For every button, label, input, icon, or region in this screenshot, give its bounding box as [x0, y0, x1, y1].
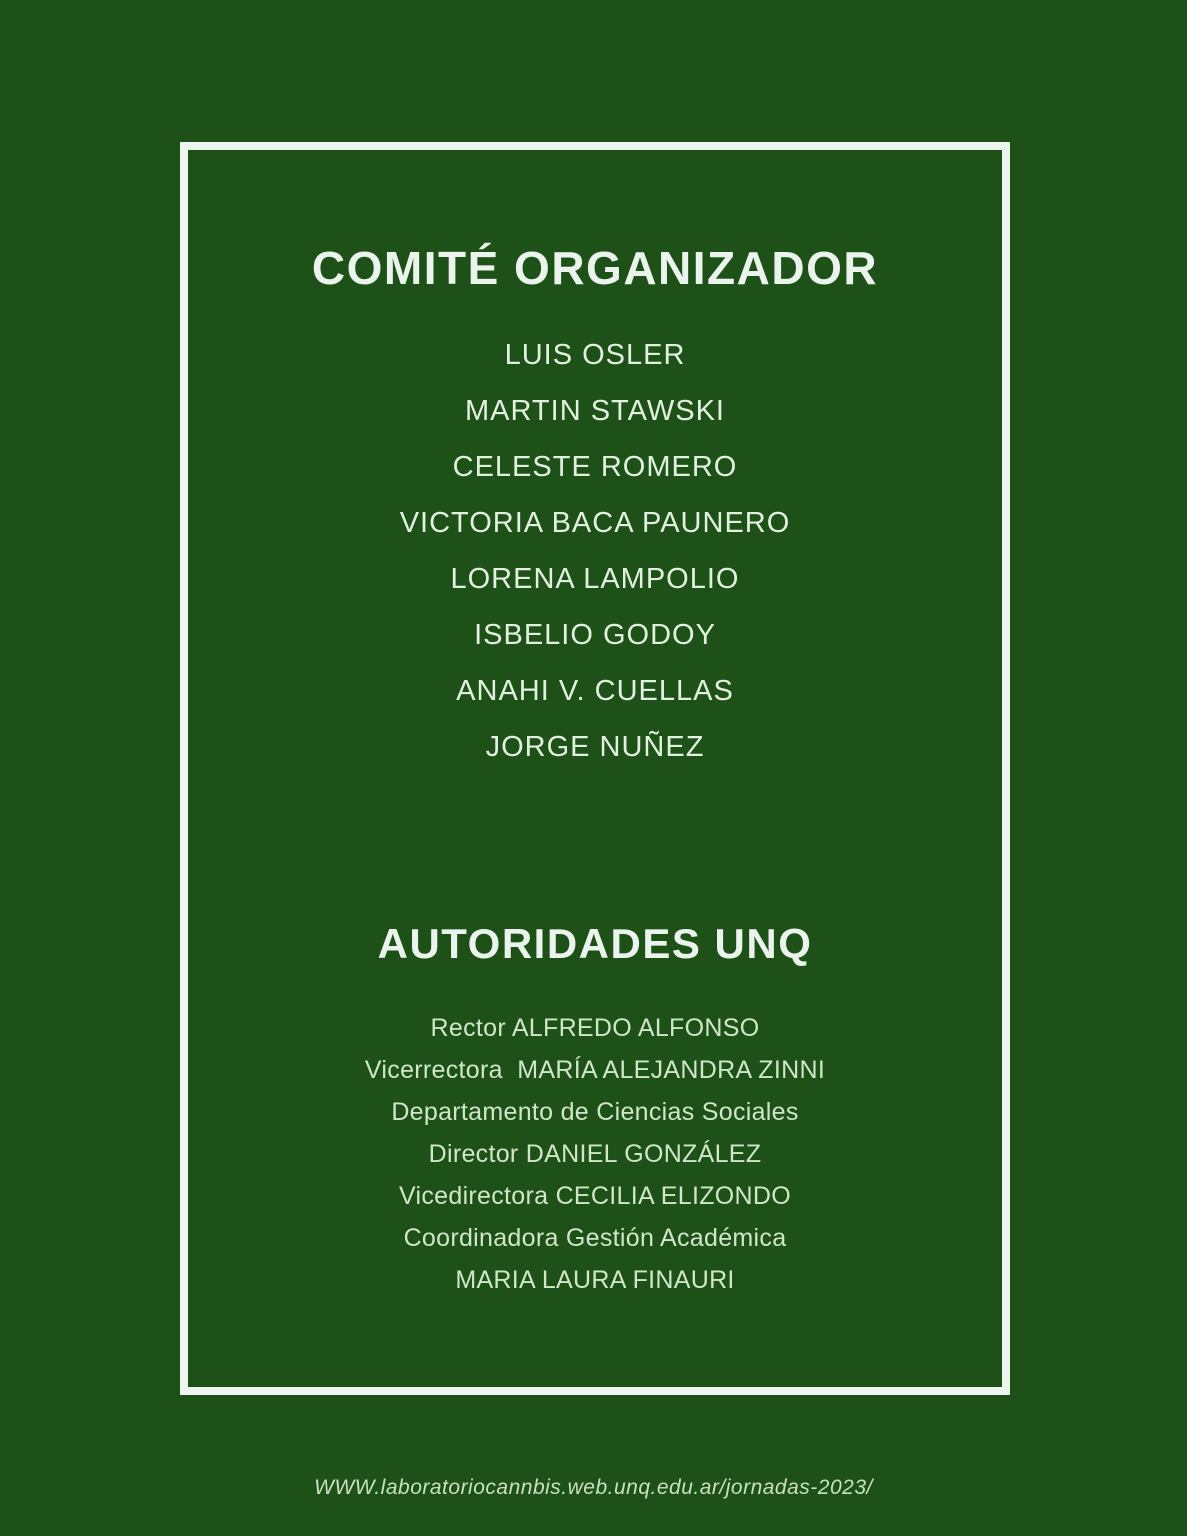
- authorities-list: [188, 1007, 1002, 1301]
- authority-line: Director DANIEL GONZÁLEZ: [428, 1140, 762, 1168]
- content-frame: [180, 142, 1010, 1395]
- committee-member: VICTORIA BACA PAUNERO: [399, 507, 791, 539]
- committee-member: MARTIN STAWSKI: [465, 395, 725, 427]
- authorities-title: AUTORIDADES UNQ: [377, 920, 813, 967]
- committee-member: ISBELIO GODOY: [474, 619, 716, 651]
- authority-line: Vicedirectora CECILIA ELIZONDO: [398, 1182, 791, 1210]
- committee-member: JORGE NUÑEZ: [485, 731, 705, 763]
- committee-member: ANAHI V. CUELLAS: [456, 675, 734, 707]
- committee-title: COMITÉ ORGANIZADOR: [311, 242, 879, 294]
- committee-member: CELESTE ROMERO: [452, 451, 738, 483]
- committee-member: LORENA LAMPOLIO: [450, 563, 740, 595]
- authority-line: MARIA LAURA FINAURI: [455, 1266, 735, 1294]
- committee-members-list: [188, 327, 1002, 775]
- authority-line: Rector ALFREDO ALFONSO: [430, 1014, 760, 1042]
- authority-line: Departamento de Ciencias Sociales: [391, 1098, 799, 1126]
- authority-line: Vicerrectora MARÍA ALEJANDRA ZINNI: [364, 1056, 826, 1084]
- website-url: WWW.laboratoriocannbis.web.unq.edu.ar/jornadas-2023/: [314, 1476, 873, 1499]
- committee-member: LUIS OSLER: [504, 339, 686, 371]
- authority-line: Coordinadora Gestión Académica: [403, 1224, 787, 1252]
